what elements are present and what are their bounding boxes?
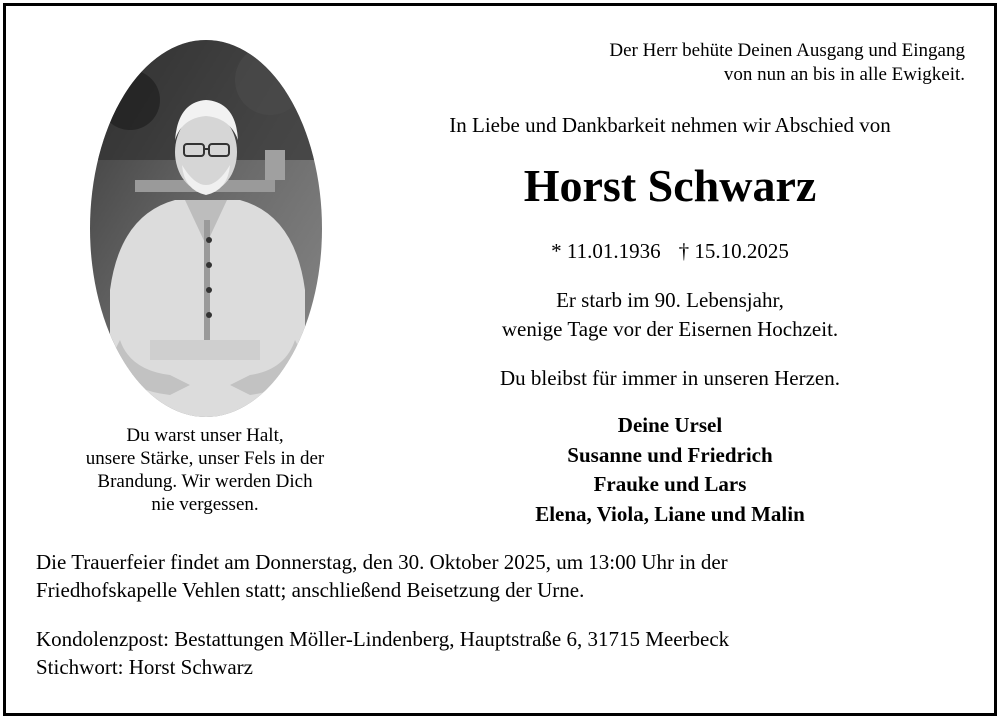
deceased-name: Horst Schwarz xyxy=(523,160,817,211)
condolence-address: Kondolenzpost: Bestattungen Möller-Lindenberg, Hauptstraße 6, 31715 Meerbeck xyxy=(36,627,730,651)
death-statement-line: wenige Tage vor der Eisernen Hochzeit. xyxy=(501,317,839,341)
mourner-entry: Deine Ursel xyxy=(617,413,723,437)
ceremony-line: Friedhofskapelle Vehlen statt; anschließend Beisetzung der Urne. xyxy=(36,578,585,602)
intro-text: In Liebe und Dankbarkeit nehmen wir Abschied von xyxy=(449,113,891,137)
bible-verse xyxy=(420,39,965,87)
birth-date: * 11.01.1936 xyxy=(551,239,661,263)
memorial-quote-line: nie vergessen. xyxy=(151,494,259,515)
ceremony-line: Die Trauerfeier findet am Donnerstag, den 30. Oktober 2025, um 13:00 Uhr in der xyxy=(36,550,728,574)
remembrance-text: Du bleibst für immer in unseren Herzen. xyxy=(500,366,840,390)
mourner-entry: Susanne und Friedrich xyxy=(567,442,773,467)
condolence-info xyxy=(36,625,976,681)
memorial-quote-line: Du warst unser Halt, xyxy=(126,425,284,446)
death-statement-line: Er starb im 90. Lebensjahr, xyxy=(556,288,784,312)
mourner-entry: Frauke und Lars xyxy=(593,472,747,496)
mourner-entry: Elena, Viola, Liane und Malin xyxy=(535,501,805,526)
death-statement xyxy=(370,286,970,344)
life-dates xyxy=(370,237,970,265)
condolence-keyword: Stichwort: Horst Schwarz xyxy=(36,655,253,679)
death-date: † 15.10.2025 xyxy=(678,239,789,263)
memorial-quote xyxy=(40,424,370,516)
portrait-photo xyxy=(90,40,322,417)
memorial-quote-line: unsere Stärke, unser Fels in der xyxy=(85,448,325,469)
funeral-ceremony-info xyxy=(36,548,976,604)
bible-verse-line: Der Herr behüte Deinen Ausgang und Eingang xyxy=(609,40,965,61)
memorial-quote-line: Brandung. Wir werden Dich xyxy=(97,471,313,492)
mourners-list xyxy=(370,411,970,529)
bible-verse-line: von nun an bis in alle Ewigkeit. xyxy=(723,64,965,85)
portrait-illustration xyxy=(90,40,322,417)
